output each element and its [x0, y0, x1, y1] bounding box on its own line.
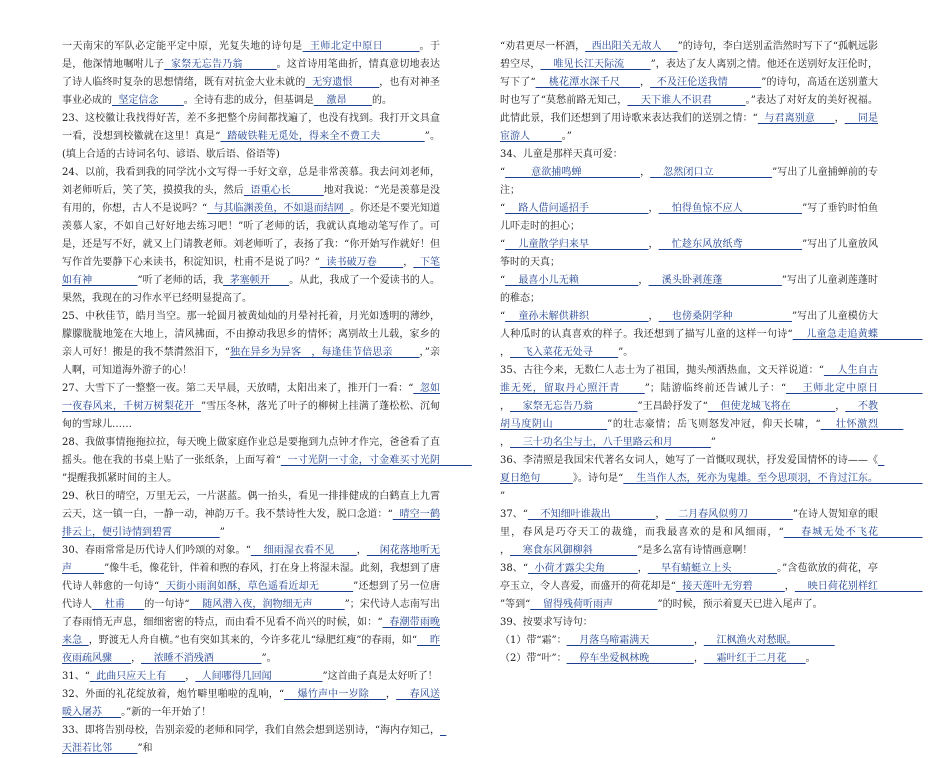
- question-text: ”；陆游临终前还告诫儿子：“: [644, 383, 787, 394]
- question-text: “: [500, 167, 506, 178]
- question-text: “: [500, 203, 506, 214]
- answer-blank: 意欲捕鸣蝉: [505, 167, 641, 178]
- question-paragraph: [500, 614, 878, 632]
- question-text: 。你还是不要光知道羡慕人家，不如自己好好地去练习吧！”听了老师的话，我就认真地动笔写作了。可是，还是写不好，就又上门请教老师。刘老师听了，表扬了我：“你开始写作就好！但写作首先要静下心来读书，积淀知识，杜甫不是说了吗？“: [62, 203, 441, 268]
- question-text: 25、中秋佳节，皓月当空。那一轮圆月被黄灿灿的月晕衬托着，月光如透明的薄纱，朦朦胧胧地笼在大地上，清风拂面，不由撩动我思乡的情怀；离别故土儿载，家乡的亲人可好！搬是的我不禁潸然泪下，“: [62, 311, 440, 358]
- question-paragraph: [500, 362, 923, 452]
- question-paragraph: [500, 452, 923, 506]
- answer-blank: 夏日绝句: [500, 455, 885, 484]
- question-paragraph: [62, 380, 440, 434]
- question-text: ，: [648, 239, 659, 250]
- left-column: [62, 38, 472, 758]
- question-paragraph: [500, 506, 923, 560]
- answer-blank: 路人借问遥招手: [505, 203, 649, 214]
- question-paragraph: [500, 146, 878, 164]
- question-text: 的一句诗“: [144, 599, 190, 610]
- answer-blank: 怕得鱼惊不应人: [658, 203, 803, 214]
- question-text: ，: [500, 401, 511, 412]
- question-text: ”: [219, 527, 225, 538]
- answer-blank: 但使龙城飞将在: [707, 401, 836, 412]
- answer-blank: 与君离别意: [757, 113, 835, 124]
- answer-blank: 一寸光阴一寸金，寸金难买寸光阴: [280, 455, 472, 466]
- question-paragraph: [500, 308, 923, 362]
- question-text: 31、“: [62, 671, 90, 682]
- answer-blank: 王师北定中原日: [786, 383, 923, 394]
- question-paragraph: [62, 110, 440, 164]
- question-paragraph: [500, 236, 878, 272]
- answer-blank: 家祭无忘告乃翁: [164, 59, 277, 70]
- answer-blank: 晴空一鹤排云上，便引诗情到碧霄: [62, 509, 440, 538]
- question-text: 30、春雨常常是历代诗人们吟颂的对象。“: [62, 545, 251, 556]
- question-text: ，: [500, 545, 510, 556]
- question-text: ，: [834, 113, 845, 124]
- question-text: ”: [500, 491, 506, 502]
- question-text: 。全诗有悲的成分，但基调是: [183, 95, 314, 106]
- question-text: ”的壮志豪情；岳飞则怒发冲冠，仰天长啸，“: [607, 419, 821, 430]
- question-text: ，: [403, 257, 414, 268]
- question-text: ，: [648, 311, 659, 322]
- answer-blank: 童孙未解供耕织: [505, 311, 649, 322]
- question-paragraph: [62, 164, 440, 308]
- question-text: 29、秋日的晴空，万里无云，一片湛蓝。偶一抬头，看见一排排健成的白鹤直上九霄云天，这一镇一白，一静一动，神韵万千。我不禁诗性大发，脱口念道：“: [62, 491, 440, 520]
- question-text: 》。诗句是“: [572, 473, 624, 484]
- answer-blank: 忽然闭口立: [650, 167, 773, 178]
- question-text: ”这首曲子真是太好听了！: [322, 671, 438, 682]
- question-text: 。这首诗用笔曲折，情真意切地表达了诗人临终时复杂的思想情绪，既有对抗金大业未就的: [62, 59, 441, 88]
- question-paragraph: [62, 308, 440, 380]
- answer-blank: 随风潜入夜，润物细无声: [189, 599, 345, 610]
- answer-blank: 爆竹声中一岁除: [284, 689, 386, 700]
- question-text: ”: [710, 437, 716, 448]
- question-text: ”；宋代诗人志南写出了春雨悄无声息，细细密密的特点，而由看不见看不尚兴的时候，如：“: [62, 599, 440, 628]
- question-text: ，: [693, 653, 704, 664]
- answer-blank: 昨夜雨疏风骤: [62, 635, 441, 664]
- question-paragraph: [500, 38, 878, 146]
- answer-blank: 溪头卧剥莲蓬: [648, 275, 782, 286]
- answer-blank: 最喜小儿无赖: [505, 275, 639, 286]
- answer-blank: 桃花潭水深千尺: [535, 77, 640, 88]
- question-text: ，: [784, 581, 795, 592]
- question-text: 23、这校徽让我找得好苦，差不多把整个房间都找遍了，也没有找到。我打开文具盒一看，没想到校徽就在这里！真是“: [62, 113, 440, 142]
- question-paragraph: [500, 632, 878, 650]
- question-paragraph: [500, 560, 923, 614]
- question-text: ”等到“: [500, 599, 531, 610]
- answer-blank: 西出阳关无故人: [585, 41, 678, 52]
- answer-blank: 不及汪伦送我情: [650, 77, 762, 88]
- question-text: ，: [648, 203, 659, 214]
- question-text: “劝君更尽一杯酒，: [500, 41, 586, 52]
- answer-blank: 月落乌啼霜满天: [566, 635, 694, 646]
- question-paragraph: [62, 434, 472, 488]
- question-text: 32、外面的礼花绽放着，炮竹噼里啪啦的乱响，“: [62, 689, 285, 700]
- answer-blank: 飞入菜花无处寻: [510, 347, 619, 358]
- answer-blank: 语重心长: [243, 185, 324, 196]
- question-text: 27、大雪下了一整整一夜。第二天早晨，天放晴，太阳出来了，推开门一看：“: [62, 383, 414, 394]
- answer-blank: 王师北定中原日: [302, 41, 420, 52]
- answer-blank: 天下谁人不识君: [627, 95, 746, 106]
- question-text: “: [500, 239, 506, 250]
- answer-blank: 忽如一夜春风来，千树万树梨花开: [62, 383, 440, 412]
- answer-blank: 天街小雨润如酥，草色遥看近却无: [159, 581, 354, 592]
- answer-blank: 闲花落地听无声: [62, 545, 441, 574]
- question-text: 。”表达了对好友的美好祝福。此情此景，我们还想到了用诗歌来表达我们的送别之情：“: [500, 95, 878, 124]
- answer-blank: 天涯若比邻: [62, 725, 447, 754]
- question-text: ”的诗句，李白送别孟浩然时写下了“孤帆远影碧空尽，: [500, 41, 878, 70]
- question-text: ，: [835, 401, 846, 412]
- question-text: ，: [693, 635, 704, 646]
- answer-blank: 春风送暖入屠苏: [62, 689, 441, 718]
- question-text: 的。: [371, 95, 392, 106]
- answer-blank: 霜叶红于二月花: [703, 653, 806, 664]
- question-text: 37、“: [500, 509, 528, 520]
- question-text: ”。(填上合适的古诗词名句、谚语、歇后语、俗语等): [62, 131, 440, 160]
- question-text: ，: [655, 509, 666, 520]
- question-text: ，: [500, 347, 510, 358]
- answer-blank: 人间哪得几回闻: [195, 671, 323, 682]
- question-paragraph: [500, 272, 878, 308]
- question-paragraph: [500, 650, 878, 668]
- question-text: ”。: [618, 347, 634, 358]
- question-text: 24、以前，我看到我的同学沈小文写得一手好文章，总是非常羡慕。我去问刘老师，刘老师听后，笑了笑，摸摸我的头，然后: [62, 167, 440, 196]
- question-text: ，: [639, 77, 651, 88]
- question-text: 33、即将告别母校，告别亲爱的老师和同学，我们自然会想到送别诗，“海内存知己，: [62, 725, 440, 736]
- answer-blank: 读书破万卷: [319, 257, 404, 268]
- question-text: （2）带“叶”：: [500, 653, 567, 664]
- question-text: ”写出了儿童放风筝时的天真；: [500, 239, 879, 268]
- question-text: ”提醒我抓紧时间的主人。: [62, 473, 178, 484]
- answer-blank: 家祭无忘告乃翁: [510, 401, 638, 412]
- question-paragraph: [500, 164, 878, 200]
- answer-blank: 忙趁东风放纸鸢: [658, 239, 803, 250]
- right-column: [500, 38, 923, 668]
- question-text: ”的时候，预示着夏天已进入尾声了。: [657, 599, 823, 610]
- question-text: 35、古往今来，无数仁人志士为了祖国，抛头颅洒热血，文天祥说道：“: [500, 365, 824, 376]
- question-text: ”写出了儿童模仿大人种瓜时的认真喜欢的样子。我还想到了描写儿童的这样一句诗“: [500, 311, 879, 340]
- question-text: ”，表达了友人离别之情。他还在送别好友汪伦时，写下了“: [500, 59, 878, 88]
- question-text: ”雪压冬林，落光了叶子的柳树上挂满了蓬松松、沉甸甸的雪球儿……: [62, 401, 440, 430]
- question-text: ，: [640, 167, 651, 178]
- answer-blank: 生当作人杰，死亦为鬼雄。至今思项羽，不肯过江东。: [623, 473, 923, 484]
- question-text: ”写出了儿童捕蝉前的专注；: [500, 167, 878, 196]
- answer-blank: 二月春风似剪刀: [665, 509, 793, 520]
- answer-blank: 独在异乡为异客 ，每逢佳节倍思亲: [229, 347, 420, 358]
- answer-blank: 杜甫: [92, 599, 145, 610]
- answer-blank: 细雨湿衣看不见: [250, 545, 357, 556]
- answer-blank: 儿童急走追黄蝶: [792, 329, 923, 340]
- answer-blank: 茅塞顿开: [223, 275, 290, 286]
- question-text: 地对我说：“光是羡慕是没有用的，你想，古人不是说吗？“: [62, 185, 440, 214]
- question-text: 。”新的一年开始了！: [121, 707, 212, 718]
- answer-blank: 春潮带雨晚来急: [62, 617, 440, 646]
- question-paragraph: [62, 542, 440, 668]
- question-text: 39、按要求写诗句：: [500, 617, 593, 628]
- answer-blank: 同是宦游人: [500, 113, 878, 142]
- question-text: “: [500, 275, 506, 286]
- answer-blank: 激昂: [313, 95, 372, 106]
- answer-blank: 唯见长江天际流: [540, 59, 651, 70]
- question-text: ，: [638, 275, 649, 286]
- question-paragraph: [62, 722, 447, 758]
- question-text: ”。: [261, 653, 277, 664]
- answer-blank: 寒食东风御柳斜: [510, 545, 638, 556]
- question-text: （1）带“霜”：: [500, 635, 567, 646]
- answer-blank: 停车坐爱枫林晚: [566, 653, 694, 664]
- answer-blank: 浓睡不消残酒: [141, 653, 262, 664]
- question-text: 34、儿童是那样天真可爱：: [500, 149, 623, 160]
- question-text: ，野渡无人舟自横。”也有突如其来的，今许多花儿“绿肥红瘦”的春雨，如“: [88, 635, 417, 646]
- answer-blank: 无穷遗恨: [305, 77, 380, 88]
- answer-blank: 与其临渊羡鱼，不如退而结网: [207, 203, 350, 214]
- answer-blank: 踏破铁鞋无觅处，得来全不费工夫: [220, 131, 425, 142]
- question-text: 。从此，我成了一个爱读书的人。果然，我现在的习作水平已经明显提高了。: [62, 275, 440, 304]
- answer-blank: 春城无处不飞花: [783, 527, 923, 538]
- question-text: “: [500, 311, 506, 322]
- answer-blank: 儿童散学归来早: [505, 239, 649, 250]
- question-text: ，: [185, 671, 196, 682]
- question-text: ，: [637, 563, 648, 574]
- question-text: ”像牛毛，像花针，伴着和煦的春风，打在身上将湿未湿。此刻，我想到了唐代诗人韩愈的一句诗“: [62, 563, 440, 592]
- question-text: ”还想到了另一位唐代诗人: [62, 581, 440, 610]
- answer-blank: 壮怀激烈: [820, 419, 904, 430]
- answer-blank: 人生自古谁无死，留取丹心照汗青: [500, 365, 878, 394]
- answer-blank: 三十功名尘与土，八千里路云和月: [510, 437, 711, 448]
- question-text: ”的诗句，高适在送别董大时也写了“莫愁前路无知己，: [500, 77, 878, 106]
- answer-blank: 小荷才露尖尖角: [528, 563, 638, 574]
- question-paragraph: [500, 200, 878, 236]
- question-text: 。于是，他深情地嘱咐儿子: [62, 41, 441, 70]
- question-text: ”听了老师的话，我: [137, 275, 224, 286]
- question-text: 。”含苞欲放的荷花，亭亭玉立，令人喜爱，而盛开的荷花却是“: [500, 563, 879, 592]
- question-text: ，: [500, 437, 510, 448]
- question-text: 一天南宋的军队必定能平定中原，光复失地的诗句是: [62, 41, 303, 52]
- answer-blank: 下笔如有神: [62, 257, 440, 286]
- answer-blank: 早有蜻蜓立上头: [647, 563, 778, 574]
- question-text: ，: [356, 545, 367, 556]
- answer-blank: 接天莲叶无穷碧: [675, 581, 785, 592]
- question-text: ”写出了儿童剥莲蓬时的稚态；: [500, 275, 878, 304]
- question-text: ”写了垂钓时怕鱼儿吓走时的担心；: [500, 203, 879, 232]
- question-paragraph: [62, 38, 440, 110]
- question-text: ，: [131, 653, 142, 664]
- question-text: ，”亲人啊，可知道海外游子的心！: [62, 347, 440, 376]
- answer-blank: 江枫渔火对愁眠。: [703, 635, 835, 646]
- answer-blank: 此曲只应天上有: [89, 671, 186, 682]
- answer-blank: 不教胡马度阴山: [500, 401, 879, 430]
- answer-blank: 留得残荷听雨声: [530, 599, 658, 610]
- answer-blank: 不知细叶谁裁出: [527, 509, 656, 520]
- question-text: 38、“: [500, 563, 529, 574]
- question-text: ”王昌龄抒发了“: [637, 401, 708, 412]
- question-paragraph: [62, 488, 440, 542]
- answer-blank: 也傍桑阴学种: [658, 311, 792, 322]
- question-text: 。: [805, 653, 816, 664]
- question-text: ”在诗人贺知章的眼里，春风是巧夺天工的裁缝，而我最喜欢的是和风细雨，“: [500, 509, 879, 538]
- question-text: 28、我做事情拖拖拉拉，每天晚上做家庭作业总是要拖到九点钟才作完，爸爸看了直摇头。他在我的书桌上贴了一张纸条，上面写着“: [62, 437, 440, 466]
- question-text: ”是多么富有诗情画意啊！: [637, 545, 753, 556]
- question-text: 。”: [561, 131, 572, 142]
- question-text: ，也有对神圣事业必成的: [62, 77, 441, 106]
- question-paragraph: [62, 686, 440, 722]
- question-text: 36、李清照是我国宋代著名女词人，她写了一首慨叹现状，抒发爱国情怀的诗——《: [500, 455, 878, 466]
- question-text: ”和: [137, 743, 153, 754]
- answer-blank: 坚定信念: [112, 95, 184, 106]
- answer-blank: 映日荷花别样红: [794, 581, 923, 592]
- question-text: ，: [385, 689, 397, 700]
- question-paragraph: [62, 668, 440, 686]
